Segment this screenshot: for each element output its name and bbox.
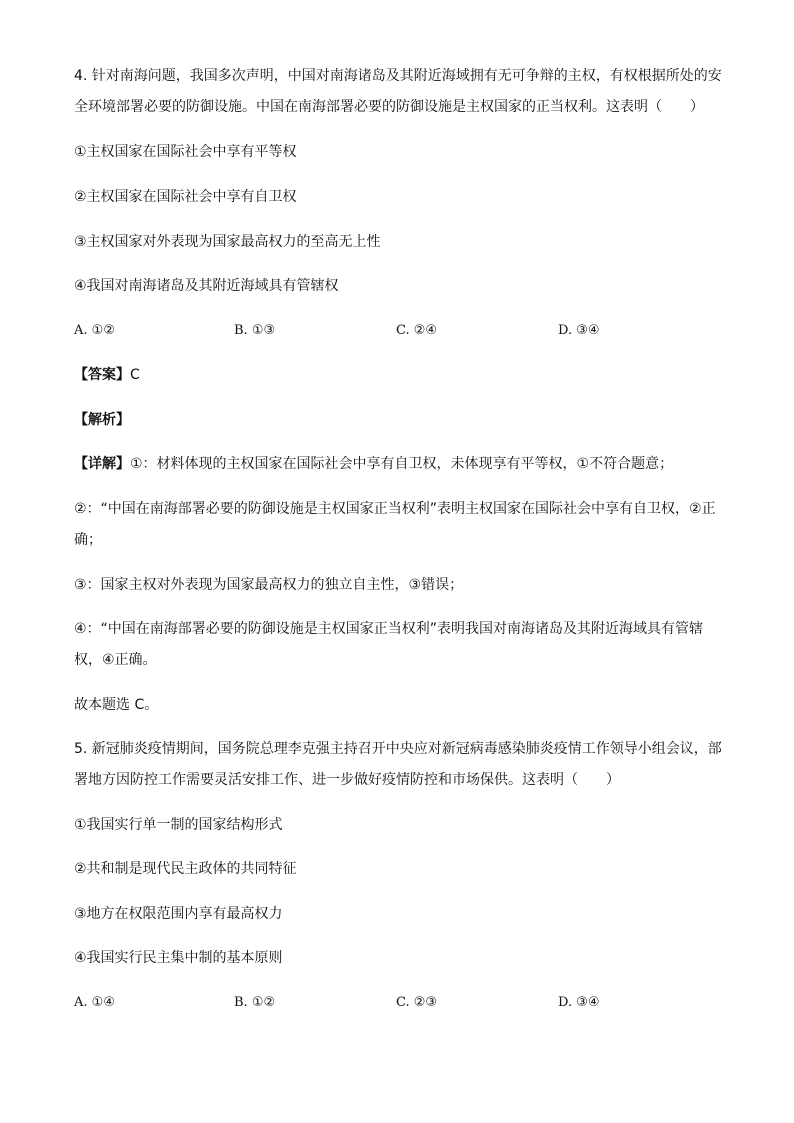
q4-item-1: ①主权国家在国际社会中享有平等权 — [74, 144, 297, 160]
q5-option-b — [234, 993, 275, 1013]
q4-option-a-label: A. — [74, 323, 88, 338]
detail-tag: 【详解】 — [74, 456, 130, 472]
q4-option-d — [558, 321, 600, 341]
q5-option-b-text: ①② — [251, 995, 276, 1010]
q5-option-d — [558, 993, 600, 1013]
analysis-tag: 【解析】 — [74, 412, 130, 428]
detail-1-text: ①：材料体现的主权国家在国际社会中享有自卫权，未体现享有平等权，①不符合题意； — [130, 456, 674, 472]
q4-option-d-text: ③④ — [576, 323, 600, 338]
q4-option-c-label: C. — [396, 323, 410, 338]
q4-option-b-label: B. — [234, 323, 248, 338]
q5-option-d-text: ③④ — [576, 995, 600, 1010]
q5-options — [74, 993, 734, 1013]
q4-options — [74, 321, 734, 341]
q5-item-1: ①我国实行单一制的国家结构形式 — [74, 817, 283, 833]
q4-option-b — [234, 321, 275, 341]
answer-tag: 【答案】 — [74, 367, 130, 383]
q4-answer — [74, 365, 140, 385]
q4-detail-2-line-2: 确； — [74, 532, 102, 548]
q5-option-c — [396, 993, 437, 1013]
q5-option-d-label: D. — [558, 995, 573, 1010]
answer-value: C — [130, 367, 140, 383]
q5-stem-line-2: 署地方因防控工作需要灵活安排工作、进一步做好疫情防控和市场保供。这表明（ ） — [74, 772, 620, 788]
q4-option-d-label: D. — [558, 323, 573, 338]
q5-option-a — [74, 993, 115, 1013]
q4-detail-4-line-1: ④：“中国在南海部署必要的防御设施是主权国家正当权利”表明我国对南海诸岛及其附近海域具有管辖 — [74, 621, 704, 637]
q4-detail-4-line-2: 权，④正确。 — [74, 652, 157, 668]
q4-option-a — [74, 321, 115, 341]
q4-conclusion: 故本题选 C。 — [74, 697, 159, 713]
q5-item-2: ②共和制是现代民主政体的共同特征 — [74, 861, 297, 877]
q5-option-c-label: C. — [396, 995, 410, 1010]
q5-item-4: ④我国实行民主集中制的基本原则 — [74, 950, 283, 966]
q5-option-b-label: B. — [234, 995, 248, 1010]
q5-stem-line-1: 5. 新冠肺炎疫情期间，国务院总理李克强主持召开中央应对新冠病毒感染肺炎疫情工作领导小组会议，部 — [74, 741, 722, 757]
q4-stem-line-2: 全环境部署必要的防御设施。中国在南海部署必要的防御设施是主权国家的正当权利。这表明（ ） — [74, 99, 704, 115]
q4-option-b-text: ①③ — [251, 323, 276, 338]
q4-detail-1 — [74, 454, 673, 474]
q4-item-3: ③主权国家对外表现为国家最高权力的至高无上性 — [74, 234, 381, 250]
q4-option-c-text: ②④ — [413, 323, 438, 338]
q4-stem-line-1: 4. 针对南海问题，我国多次声明，中国对南海诸岛及其附近海域拥有无可争辩的主权，有权根据所处的安 — [74, 68, 722, 84]
q5-option-a-text: ①④ — [91, 995, 115, 1010]
q4-option-c — [396, 321, 437, 341]
q4-item-2: ②主权国家在国际社会中享有自卫权 — [74, 189, 297, 205]
q5-option-a-label: A. — [74, 995, 88, 1010]
q4-detail-3: ③：国家主权对外表现为国家最高权力的独立自主性，③错误； — [74, 577, 464, 593]
q4-item-4: ④我国对南海诸岛及其附近海域具有管辖权 — [74, 278, 339, 294]
q5-option-c-text: ②③ — [413, 995, 438, 1010]
q4-option-a-text: ①② — [91, 323, 115, 338]
q5-item-3: ③地方在权限范围内享有最高权力 — [74, 906, 283, 922]
q4-detail-2-line-1: ②：“中国在南海部署必要的防御设施是主权国家正当权利”表明主权国家在国际社会中享有自卫权，②正 — [74, 501, 716, 517]
